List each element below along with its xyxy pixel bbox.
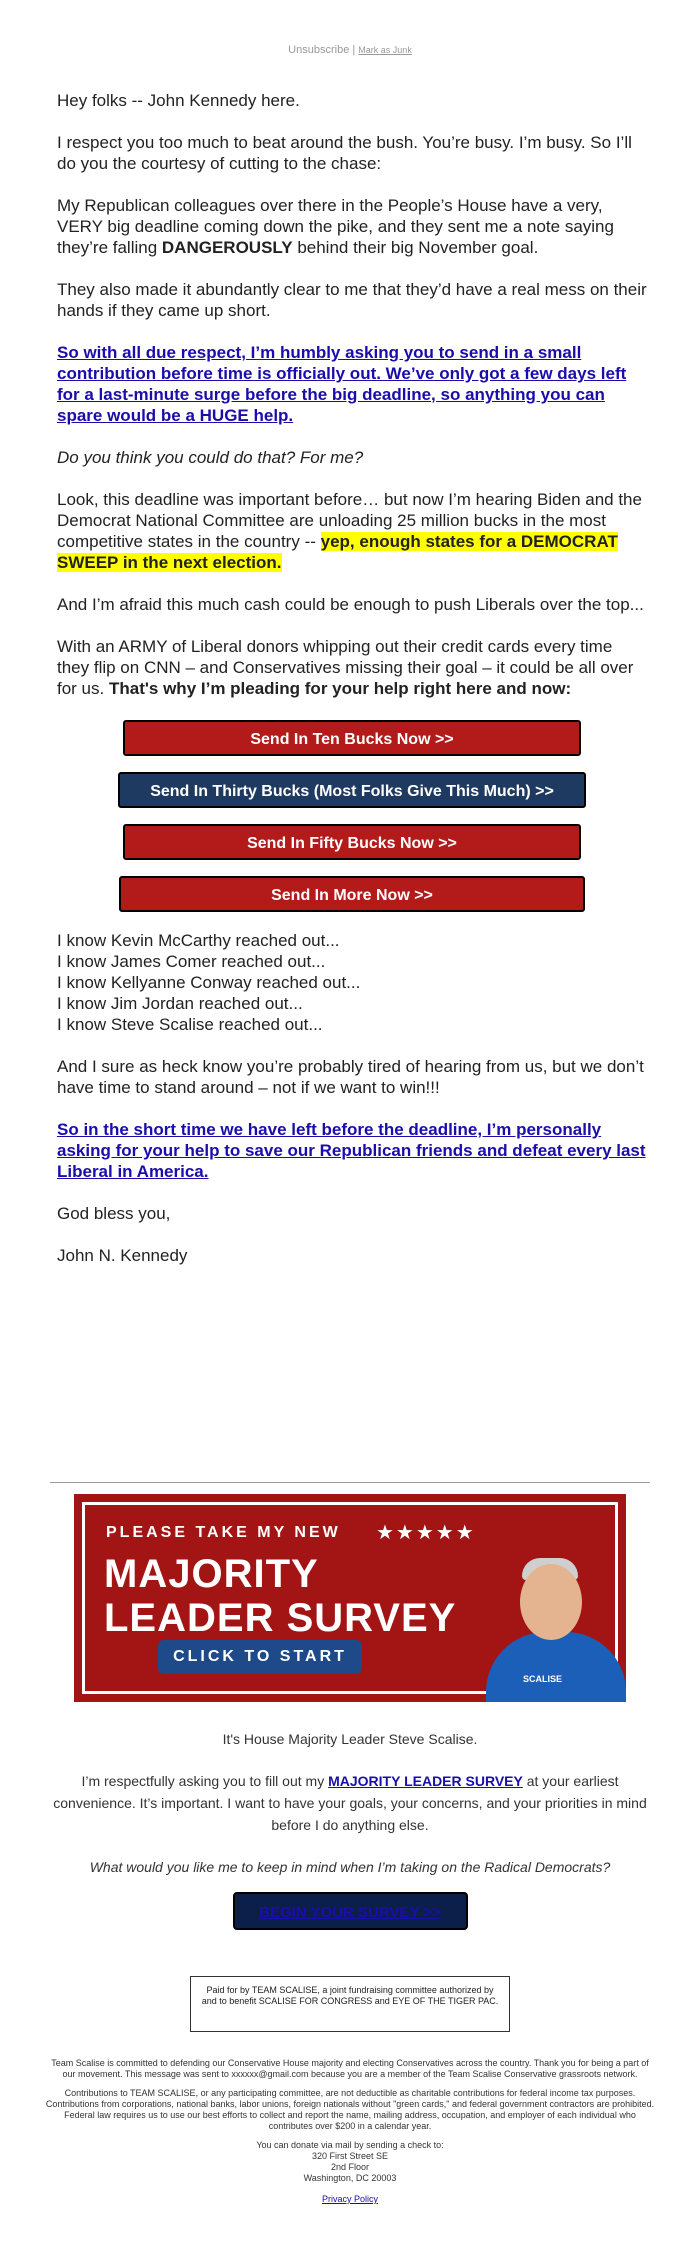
paragraph-2 [57, 195, 647, 258]
banner-title-line-2: LEADER SURVEY [104, 1596, 457, 1640]
stars-icon: ★★★★★ [376, 1522, 476, 1544]
survey-text-a: I’m respectfully asking you to fill out my [81, 1773, 325, 1789]
survey-section [40, 1728, 660, 1930]
address-line-1: 320 First Street SE [311, 2151, 389, 2161]
paragraph-2-text-b: behind their big November goal. [297, 238, 539, 257]
mail-intro: You can donate via mail by sending a check to: [256, 2140, 444, 2150]
list-item: I know Kellyanne Conway reached out... [57, 973, 361, 992]
survey-intro: It's House Majority Leader Steve Scalise. [222, 1731, 478, 1747]
header-separator: | [352, 44, 356, 56]
paragraph-8-text: With an ARMY of Liberal donors whipping out their credit cards every time they flip on CNN – and Conservatives missing their goal – it could be all over for us. [57, 637, 634, 698]
majority-leader-survey-link[interactable]: MAJORITY LEADER SURVEY [328, 1773, 523, 1789]
email-header [0, 0, 700, 58]
signature: John N. Kennedy [57, 1246, 188, 1265]
survey-banner[interactable] [74, 1494, 626, 1702]
banner-title [104, 1552, 456, 1640]
paragraph-6 [57, 489, 647, 573]
paragraph-7: And I’m afraid this much cash could be enough to push Liberals over the top... [57, 595, 644, 614]
paragraph-2-text-a: My Republican colleagues over there in the People’s House have a very, VERY big deadline coming down the pike, and they sent me a note saying they’re falling [57, 196, 614, 257]
list-item: I know Kevin McCarthy reached out... [57, 931, 340, 950]
highlighted-text: yep, enough states for a DEMOCRAT SWEEP in the next election. [57, 532, 618, 572]
list-item: I know Steve Scalise reached out... [57, 1015, 323, 1034]
begin-survey-button[interactable]: BEGIN YOUR SURVEY >> [233, 1892, 468, 1930]
mail-address [44, 2140, 656, 2184]
privacy-row [44, 2194, 656, 2205]
survey-paragraph [40, 1770, 660, 1836]
greeting: Hey folks -- John Kennedy here. [57, 91, 300, 110]
donate-button-row-4 [57, 876, 647, 912]
paid-for-box: Paid for by TEAM SCALISE, a joint fundraising committee authorized by and to benefit SCALISE FOR CONGRESS and EYE OF THE TIGER PAC. [190, 1976, 510, 2032]
donate-more-button[interactable]: Send In More Now >> [119, 876, 585, 912]
donate-button-row-2 [57, 772, 647, 808]
address-line-2: 2nd Floor [330, 2162, 370, 2172]
portrait-photo [486, 1524, 626, 1702]
portrait-shirt [486, 1632, 626, 1702]
divider [50, 1482, 650, 1483]
footer-fine-print [44, 2058, 656, 2213]
list-item: I know Jim Jordan reached out... [57, 994, 303, 1013]
donate-button-row-1 [57, 720, 647, 756]
survey-text-b: at your earliest convenience. It’s important. I want to have your goals, your concerns, and your priorities in mind before I do anything else. [53, 1773, 647, 1833]
banner-cta-button[interactable]: CLICK TO START [158, 1640, 362, 1674]
banner-kicker: PLEASE TAKE MY NEW [106, 1524, 341, 1541]
save-friends-link[interactable]: So in the short time we have left before the deadline, I’m personally asking for your help to save our Republican friends and defeat every last Liberal in America. [57, 1120, 646, 1181]
mark-as-junk-link[interactable]: Mark as Junk [358, 45, 412, 55]
survey-button-row [40, 1892, 660, 1930]
donate-fifty-button[interactable]: Send In Fifty Bucks Now >> [123, 824, 581, 860]
paragraph-4 [57, 342, 647, 426]
donate-button-row-3 [57, 824, 647, 860]
footer-contributions: Contributions to TEAM SCALISE, or any participating committee, are not deductible as charitable contributions for federal income tax purposes. Contributions from corporations, national banks, labor unions, foreign nationals without "green cards," and federal government contractors are prohibited. Federal law requires us to use our best efforts to collect and report the name, mailing address, occupation, and employer of each individual who contributes over $200 in a calendar year. [45, 2088, 655, 2131]
signoff: God bless you, [57, 1204, 171, 1223]
paragraph-10 [57, 1119, 647, 1182]
paragraph-5 [57, 447, 647, 468]
paragraph-8 [57, 636, 647, 699]
address-line-3: Washington, DC 20003 [303, 2173, 397, 2183]
pleading-bold: That's why I’m pleading for your help right here and now: [108, 679, 572, 698]
donate-ten-button[interactable]: Send In Ten Bucks Now >> [123, 720, 581, 756]
reached-out-list [57, 930, 647, 1035]
unsubscribe-link[interactable]: Unsubscribe [288, 44, 350, 56]
privacy-policy-link[interactable]: Privacy Policy [321, 2194, 378, 2204]
list-item: I know James Comer reached out... [57, 952, 326, 971]
banner-title-line-1: MAJORITY [104, 1552, 319, 1596]
donate-thirty-button[interactable]: Send In Thirty Bucks (Most Folks Give This Much) >> [118, 772, 586, 808]
survey-question-text: What would you like me to keep in mind when I’m taking on the Radical Democrats? [89, 1859, 611, 1875]
portrait-head [520, 1564, 582, 1640]
paragraph-3: They also made it abundantly clear to me that they’d have a real mess on their hands if they came up short. [57, 280, 647, 320]
contribute-ask-link[interactable]: So with all due respect, I’m humbly asking you to send in a small contribution before time is officially out. We’ve only got a few days left for a last-minute surge before the big deadline, so anything you can spare would be a HUGE help. [57, 343, 627, 425]
paragraph-9: And I sure as heck know you’re probably tired of hearing from us, but we don’t have time to stand around – not if we want to win!!! [57, 1057, 644, 1097]
question-italic: Do you think you could do that? For me? [57, 448, 364, 467]
shirt-logo: SCALISE [522, 1674, 562, 1684]
paragraph-1: I respect you too much to beat around the bush. You’re busy. I’m busy. So I’ll do you the courtesy of cutting to the chase: [57, 133, 632, 173]
dangerously-bold: DANGEROUSLY [161, 238, 293, 257]
paragraph-6-text: Look, this deadline was important before… but now I’m hearing Biden and the Democrat National Committee are unloading 25 million bucks in the most competitive states in the country -- [57, 490, 642, 551]
letter-body [57, 90, 647, 1287]
survey-question [40, 1856, 660, 1878]
footer-committed: Team Scalise is committed to defending our Conservative House majority and electing Conservatives across the country. Thank you for being a part of our movement. This message was sent to xxxxxx@gmail.com because you are a member of the Team Scalise Conservative grassroots network. [51, 2058, 649, 2079]
